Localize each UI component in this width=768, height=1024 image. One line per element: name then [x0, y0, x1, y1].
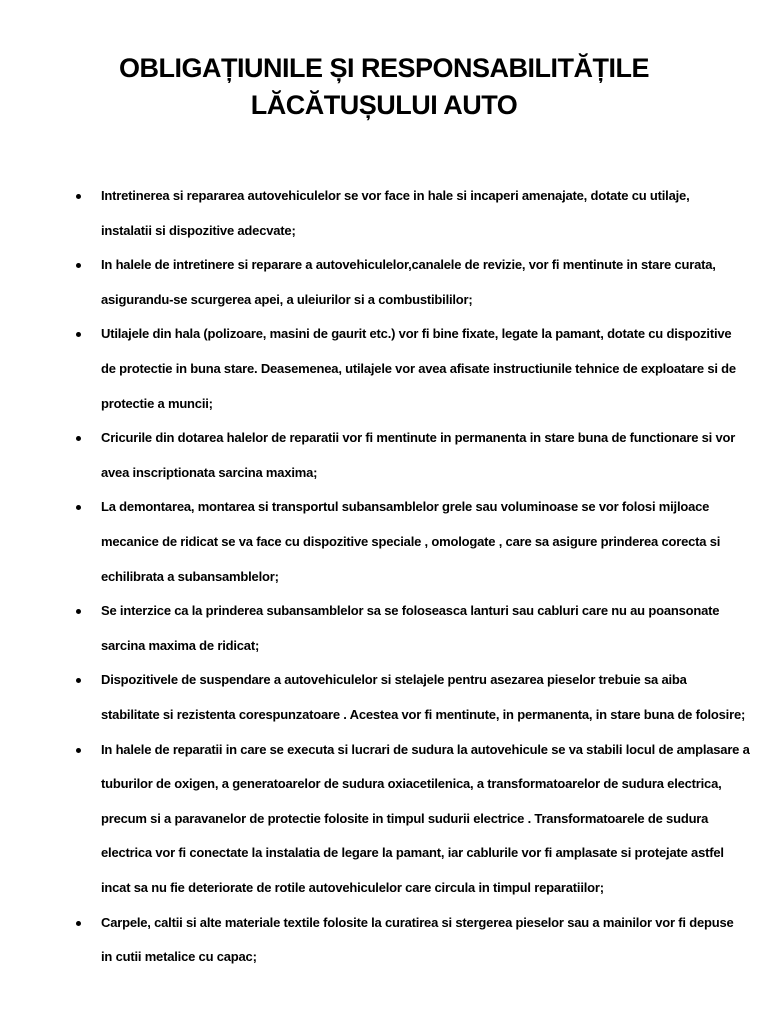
- list-item-line: In halele de reparatii in care se executa si lucrari de sudura la autovehicule se va stabili locul de amplasare a: [101, 741, 750, 757]
- list-item-line: instalatii si dispozitive adecvate;: [101, 222, 296, 238]
- list-item-line: precum si a paravanelor de protectie folosite in timpul sudurii electrice . Transformatoarele de sudura: [101, 810, 709, 826]
- bullet-icon: [76, 921, 84, 929]
- list-item-line: echilibrata a subansamblelor;: [101, 568, 279, 584]
- title-line-2: LĂCĂTUȘULUI AUTO: [250, 90, 518, 120]
- list-item-line: asigurandu-se scurgerea apei, a uleiurilor si a combustibililor;: [101, 291, 473, 307]
- list-item-line: Cricurile din dotarea halelor de reparatii vor fi mentinute in permanenta in stare buna de functionare si vor: [101, 430, 736, 446]
- bullet-icon: [76, 678, 84, 686]
- list-item-line: In halele de intretinere si reparare a autovehiculelor,canalele de revizie, vor fi mentinute in stare curata,: [101, 257, 716, 273]
- title-line-1: OBLIGAȚIUNILE ȘI RESPONSABILITĂȚILE: [118, 53, 649, 83]
- list-item-line: Intretinerea si repararea autovehiculelor se vor face in hale si incaperi amenajate, dotate cu utilaje,: [101, 188, 690, 203]
- list-item-line: Se interzice ca la prinderea subansamblelor sa se foloseasca lanturi sau cabluri care nu au poansonate: [101, 603, 720, 619]
- list-item-line: tuburilor de oxigen, a generatoarelor de sudura oxiacetilenica, a transformatoarelor de sudura electrica,: [101, 776, 722, 792]
- page-title: [0, 50, 768, 124]
- bullet-icon: [76, 436, 84, 444]
- list-item-line: avea inscriptionata sarcina maxima;: [101, 464, 318, 480]
- list-item-line: sarcina maxima de ridicat;: [101, 637, 260, 653]
- list-item-line: mecanice de ridicat se va face cu dispozitive speciale , omologate , care sa asigure prinderea corecta si: [101, 534, 721, 549]
- bullet-icon: [76, 332, 84, 340]
- list-item-line: La demontarea, montarea si transportul subansamblelor grele sau voluminoase se vor folosi mijloace: [101, 499, 710, 515]
- list-item-line: protectie a muncii;: [101, 395, 213, 411]
- bullet-icon: [76, 194, 84, 202]
- list-item-line: in cutii metalice cu capac;: [101, 949, 257, 965]
- bullet-icon: [76, 748, 84, 756]
- bullet-icon: [76, 609, 84, 617]
- list-item-line: stabilitate si rezistenta corespunzatoare . Acestea vor fi mentinute, in permanenta, in stare buna de folosire;: [101, 707, 746, 722]
- list-item-line: Utilajele din hala (polizoare, masini de gaurit etc.) vor fi bine fixate, legate la pamant, dotate cu dispozitive: [101, 326, 732, 342]
- list-item-line: de protectie in buna stare. Deasemenea, utilajele vor avea afisate instructiunile tehnice de exploatare si de: [101, 361, 736, 376]
- list-item-line: Carpele, caltii si alte materiale textile folosite la curatirea si stergerea pieselor sau a mainilor vor fi depuse: [101, 914, 734, 930]
- list-item-line: Dispozitivele de suspendare a autovehiculelor si stelajele pentru asezarea pieselor trebuie sa aiba: [101, 672, 687, 688]
- bullet-icon: [76, 263, 84, 271]
- bullet-icon: [76, 505, 84, 513]
- list-item-line: incat sa nu fie deteriorate de rotile autovehiculelor care circula in timpul reparatiilor;: [101, 880, 604, 895]
- list-item-line: electrica vor fi conectate la instalatia de legare la pamant, iar cablurile vor fi amplasate si protejate astfel: [101, 845, 724, 861]
